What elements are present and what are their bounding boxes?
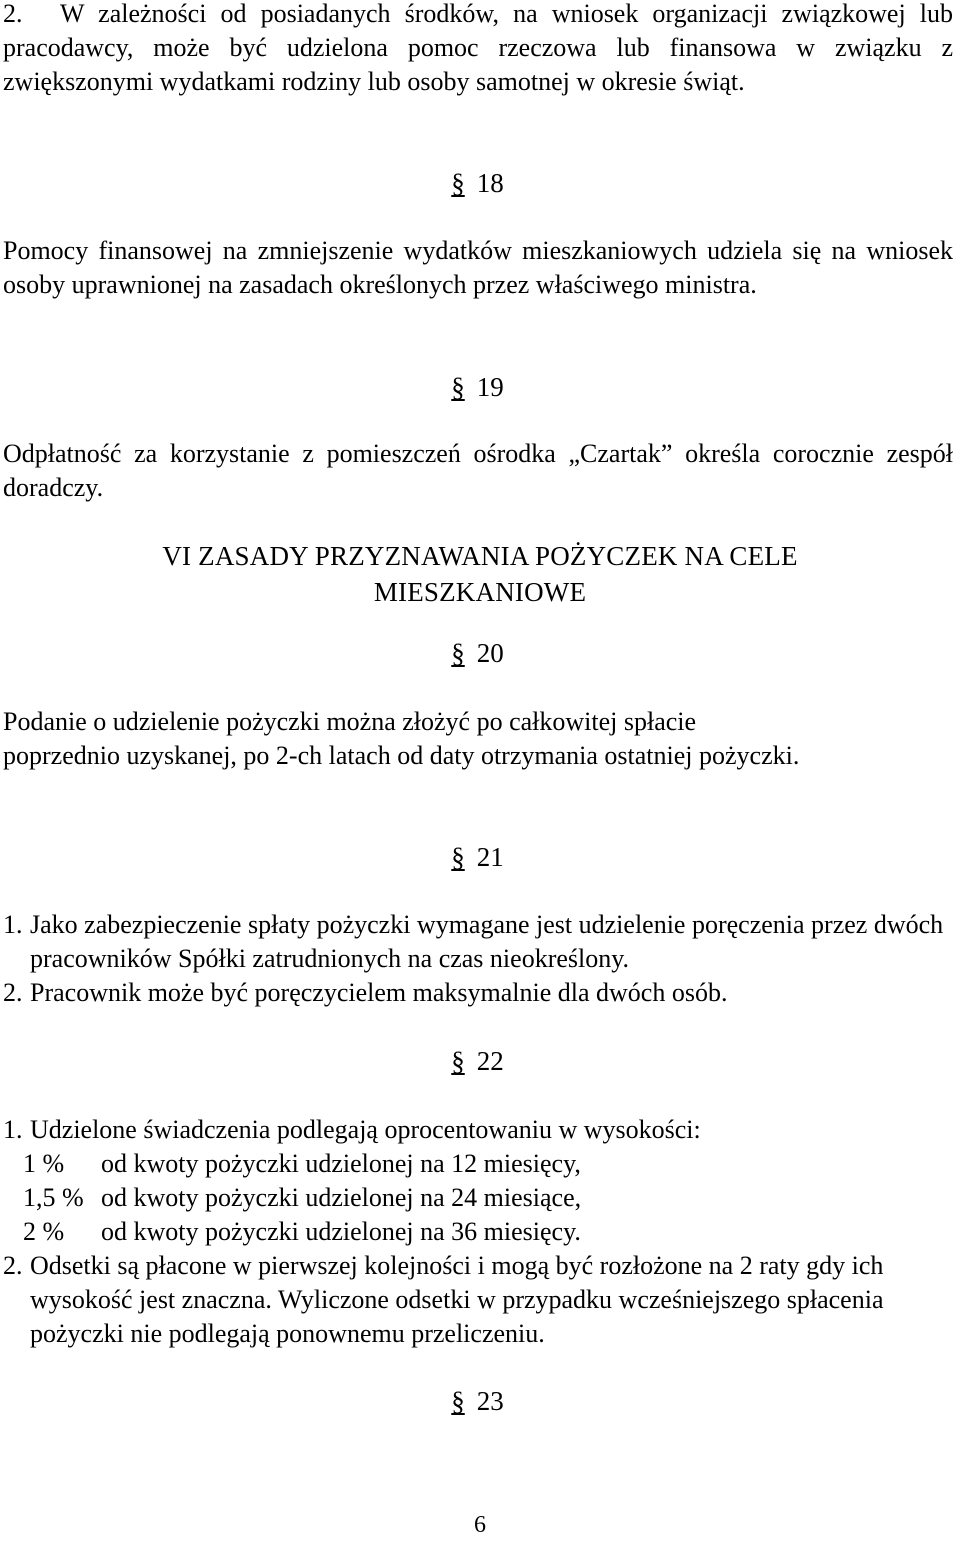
section-number: 21 (476, 842, 504, 872)
item-number: 2. (3, 1251, 23, 1280)
section-heading-18 (0, 166, 960, 200)
section-heading-23 (0, 1384, 960, 1418)
interest-rate-row (3, 1147, 953, 1181)
paragraph-22-list (3, 1113, 953, 1351)
paragraph-17-item-2 (3, 0, 953, 99)
section-heading-19 (0, 370, 960, 404)
list-item (3, 1113, 953, 1147)
rate-text: od kwoty pożyczki udzielonej na 36 miesięcy. (101, 1217, 581, 1246)
item-number: 2. (3, 978, 23, 1007)
section-heading-21 (0, 840, 960, 874)
section-sign: § (451, 372, 465, 402)
paragraph-19-text: Odpłatność za korzystanie z pomieszczeń ośrodka „Czartak” określa corocznie zespół doradczy. (3, 439, 953, 502)
section-number: 23 (476, 1386, 504, 1416)
page-number: 6 (474, 1512, 486, 1538)
interest-rate-row (3, 1215, 953, 1249)
chapter-heading-line-2: MIESZKANIOWE (373, 577, 587, 607)
paragraph-21-list (3, 908, 953, 1010)
item-text: Pracownik może być poręczycielem maksymalnie dla dwóch osób. (30, 978, 728, 1007)
list-item (3, 976, 953, 1010)
item-text: Udzielone świadczenia podlegają oprocentowaniu w wysokości: (30, 1115, 701, 1144)
section-sign: § (451, 1046, 465, 1076)
chapter-heading-line-1: VI ZASADY PRZYZNAWANIA POŻYCZEK NA CELE (162, 541, 798, 571)
item-text: Odsetki są płacone w pierwszej kolejności i mogą być rozłożone na 2 raty gdy ich wysokość jest znaczna. Wyliczone odsetki w przypadku wcześniejszego spłacenia pożyczki nie podlegają ponownemu przeliczeniu. (30, 1251, 884, 1348)
section-heading-22 (0, 1044, 960, 1078)
list-item (3, 908, 953, 976)
rate-text: od kwoty pożyczki udzielonej na 24 miesiące, (101, 1183, 582, 1212)
chapter-heading (0, 538, 960, 610)
item-text: W zależności od posiadanych środków, na wniosek organizacji związkowej lub pracodawcy, może być udzielona pomoc rzeczowa lub finansowa w związku z zwiększonymi wydatkami rodziny lub osoby samotnej w okresie świąt. (3, 0, 953, 96)
item-number: 1. (3, 910, 23, 939)
section-sign: § (451, 842, 465, 872)
item-number: 2. (3, 0, 23, 28)
rate-text: od kwoty pożyczki udzielonej na 12 miesięcy, (101, 1149, 581, 1178)
item-number: 1. (3, 1115, 23, 1144)
section-number: 18 (476, 168, 504, 198)
section-heading-20 (0, 636, 960, 670)
rate-value: 1,5 % (23, 1183, 84, 1212)
interest-rate-row (3, 1181, 953, 1215)
paragraph-20-text: Podanie o udzielenie pożyczki można złożyć po całkowitej spłacie poprzednio uzyskanej, po 2-ch latach od daty otrzymania ostatniej pożyczki. (3, 707, 800, 770)
list-item (3, 1249, 953, 1351)
section-sign: § (451, 1386, 465, 1416)
section-sign: § (451, 638, 465, 668)
rate-value: 2 % (23, 1217, 65, 1246)
item-text: Jako zabezpieczenie spłaty pożyczki wymagane jest udzielenie poręczenia przez dwóch pracowników Spółki zatrudnionych na czas nieokreślony. (30, 910, 944, 973)
rate-value: 1 % (23, 1149, 65, 1178)
section-sign: § (451, 168, 465, 198)
section-number: 22 (476, 1046, 504, 1076)
section-number: 20 (476, 638, 504, 668)
section-number: 19 (476, 372, 504, 402)
paragraph-18-text: Pomocy finansowej na zmniejszenie wydatków mieszkaniowych udziela się na wniosek osoby uprawnionej na zasadach określonych przez właściwego ministra. (3, 236, 953, 299)
